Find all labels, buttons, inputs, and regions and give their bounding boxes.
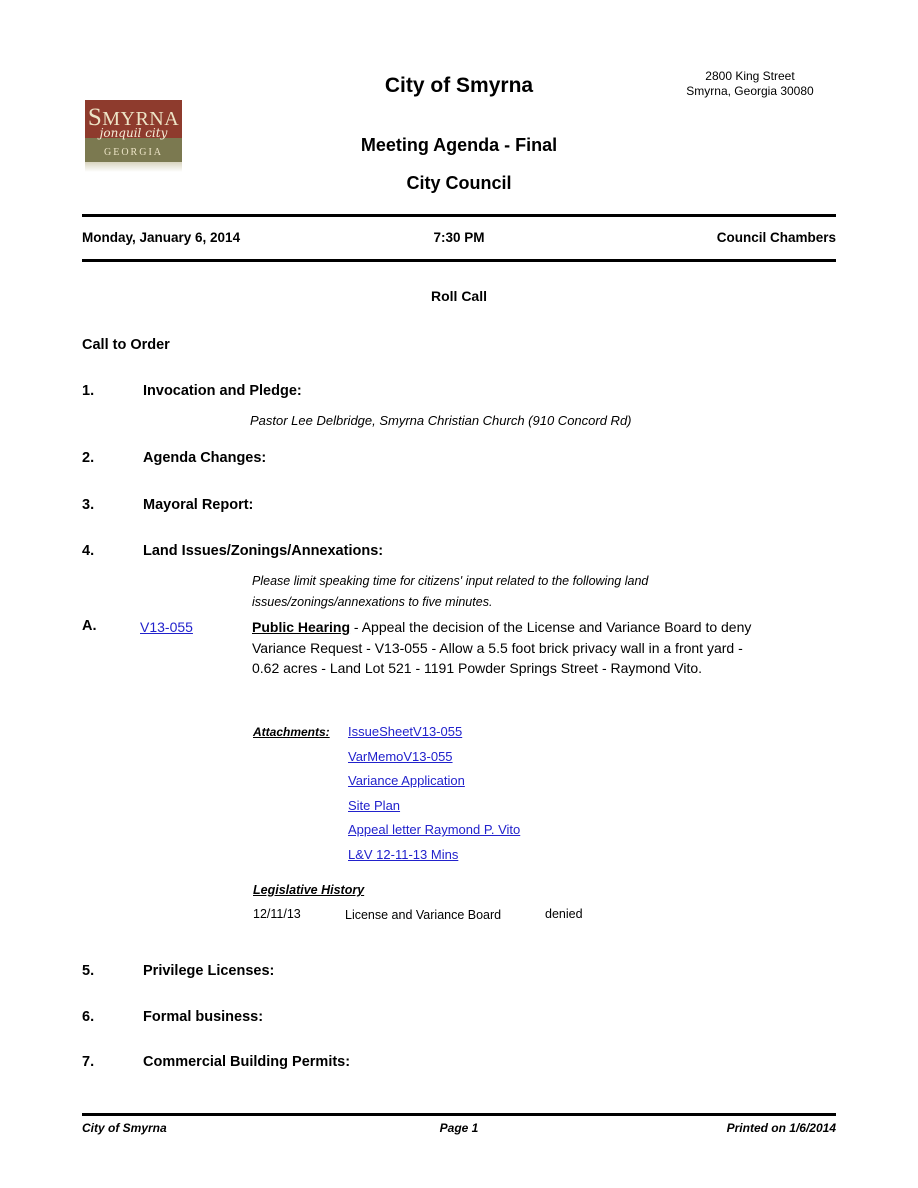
- agenda-item-5: [82, 963, 274, 979]
- logo-city-name: SMYRNA: [87, 104, 180, 131]
- item-title: Land Issues/Zonings/Annexations:: [143, 543, 384, 559]
- item-title: Invocation and Pledge:: [143, 383, 302, 399]
- attachment-link[interactable]: Variance Application: [348, 773, 465, 788]
- agenda-item-3: [82, 497, 253, 513]
- footer-rule: [82, 1113, 836, 1116]
- public-hearing-heading: Public Hearing: [252, 619, 351, 635]
- footer-row: [82, 1121, 836, 1135]
- logo-state-name: GEORGIA: [104, 147, 163, 158]
- attachments-list: [348, 724, 520, 871]
- agenda-item-2: [82, 450, 266, 466]
- agenda-item-7: [82, 1054, 350, 1070]
- city-logo: [85, 100, 182, 172]
- meeting-time: 7:30 PM: [433, 230, 485, 245]
- address-line-2: Smyrna, Georgia 30080: [686, 84, 814, 98]
- attachment-link[interactable]: Site Plan: [348, 797, 401, 813]
- sub-item-body-text: - Appeal the decision of the License and Variance Board to deny Variance Request - V13-055 - Allow a 5.5 foot brick privacy wall in a front yard - 0.62 acres - Land Lot 521 - 1191 Powder Springs Street - Raymond Vito.: [252, 619, 752, 677]
- attachments-label: Attachments:: [253, 725, 330, 739]
- history-action: denied: [545, 907, 583, 921]
- attachment-link[interactable]: Appeal letter Raymond P. Vito: [348, 822, 521, 837]
- meeting-date: Monday, January 6, 2014: [82, 230, 241, 245]
- item-number: 7.: [82, 1054, 95, 1070]
- item-number: 5.: [82, 963, 95, 979]
- item-title: Privilege Licenses:: [143, 963, 275, 979]
- item-title: Mayoral Report:: [143, 497, 254, 513]
- address-line-1: 2800 King Street: [705, 69, 795, 83]
- item-title: Commercial Building Permits:: [143, 1054, 351, 1070]
- roll-call-heading: Roll Call: [430, 288, 487, 304]
- sub-item-letter: A.: [82, 618, 97, 634]
- attachment-link[interactable]: IssueSheetV13-055: [348, 724, 463, 739]
- item-number: 3.: [82, 497, 95, 513]
- agenda-item-1: [82, 383, 302, 399]
- item-number: 1.: [82, 383, 95, 399]
- item-number: 2.: [82, 450, 95, 466]
- item-title: Formal business:: [143, 1009, 264, 1025]
- page-title: City of Smyrna: [384, 74, 534, 97]
- footer-printed-date: Printed on 1/6/2014: [726, 1121, 837, 1135]
- agenda-item-4: [82, 543, 383, 559]
- invocation-note: Pastor Lee Delbridge, Smyrna Christian Church (910 Concord Rd): [250, 413, 632, 428]
- sub-item-description: [252, 617, 768, 679]
- agenda-type-title: Meeting Agenda - Final: [360, 135, 558, 155]
- header-rule-bottom: [82, 259, 836, 262]
- agenda-item-6: [82, 1009, 263, 1025]
- item-title: Agenda Changes:: [143, 450, 267, 466]
- logo-script-motto: jonquil city: [99, 126, 168, 140]
- land-issues-note: Please limit speaking time for citizens' input related to the following land issues/zonings/annexations to five minutes.: [252, 574, 649, 609]
- footer-page-number: Page 1: [439, 1121, 479, 1135]
- file-number-link[interactable]: V13-055: [140, 619, 193, 635]
- history-date: 12/11/13: [253, 907, 301, 921]
- council-body-title: City Council: [406, 173, 512, 193]
- item-number: 6.: [82, 1009, 95, 1025]
- footer-city-name: City of Smyrna: [82, 1121, 167, 1135]
- header-rule-top: [82, 214, 836, 217]
- legislative-history-label: Legislative History: [253, 883, 365, 897]
- city-address: [630, 69, 870, 99]
- meeting-info-row: [82, 230, 836, 245]
- meeting-location: Council Chambers: [716, 230, 836, 245]
- call-to-order-heading: Call to Order: [82, 337, 170, 353]
- attachment-link[interactable]: VarMemoV13-055: [348, 748, 453, 764]
- item-number: 4.: [82, 543, 95, 559]
- attachment-link[interactable]: L&V 12-11-13 Mins: [348, 846, 459, 862]
- history-acting-body: License and Variance Board: [345, 908, 502, 922]
